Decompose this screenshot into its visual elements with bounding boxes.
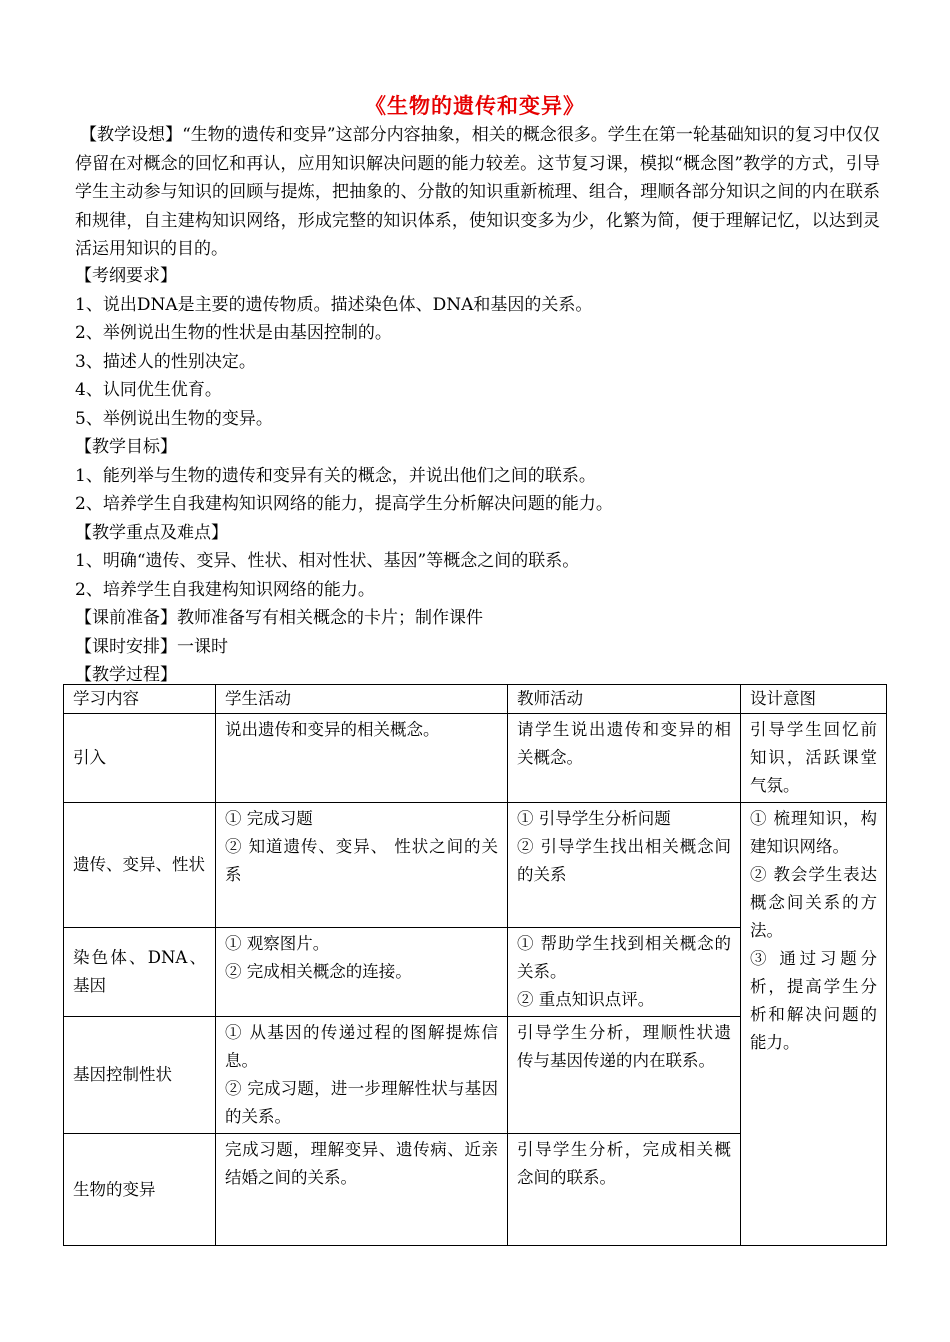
teaching-process-table — [63, 684, 887, 1246]
cell-line: ① 引导学生分析问题 — [517, 809, 671, 828]
cell-line: ① 梳理知识，构建知识网络。 — [750, 809, 877, 856]
document-title: 《生物的遗传和变异》 — [365, 94, 585, 118]
cell-teacher — [508, 928, 741, 1017]
cell-line: ② 引导学生找出相关概念间的关系 — [517, 837, 731, 884]
cell-design-merged — [741, 803, 887, 1246]
cell-teacher — [508, 803, 741, 928]
preparation-line: 【课前准备】教师准备写有相关概念的卡片；制作课件 — [75, 608, 483, 628]
cell-line: 引导学生分析，完成相关概念间的联系。 — [517, 1140, 731, 1187]
heading-goals: 【教学目标】 — [75, 437, 177, 457]
cell-line: ② 教会学生表达概念间关系的方法。 — [750, 865, 877, 940]
cell-content: 基因控制性状 — [64, 1017, 216, 1134]
cell-line: 引导学生回忆前知识，活跃课堂气氛。 — [750, 720, 877, 795]
key-point-item: 2、培养学生自我建构知识网络的能力。 — [75, 579, 375, 600]
cell-teacher — [508, 714, 741, 803]
table-row — [64, 803, 887, 928]
header-content: 学习内容 — [64, 685, 216, 714]
syllabus-item: 3、描述人的性别决定。 — [75, 351, 256, 372]
header-student-activity: 学生活动 — [216, 685, 508, 714]
cell-line: 完成习题，理解变异、遗传病、近亲结婚之间的关系。 — [225, 1140, 498, 1187]
cell-line: ① 完成习题 — [225, 809, 313, 828]
cell-student — [216, 1017, 508, 1134]
cell-student — [216, 1134, 508, 1246]
syllabus-item: 5、举例说出生物的变异。 — [75, 408, 273, 429]
goal-item: 2、培养学生自我建构知识网络的能力，提高学生分析解决问题的能力。 — [75, 494, 613, 514]
header-design-intent: 设计意图 — [741, 685, 887, 714]
syllabus-item: 1、说出DNA是主要的遗传物质。描述染色体、DNA和基因的关系。 — [75, 294, 593, 315]
cell-content: 遗传、变异、性状 — [64, 803, 216, 928]
teaching-idea-paragraph: 【教学设想】“生物的遗传和变异”这部分内容抽象，相关的概念很多。学生在第一轮基础知识的复习中仅仅停留在对概念的回忆和再认，应用知识解决问题的能力较差。这节复习课，模拟“概念图”教学的方式，引导学生主动参与知识的回顾与提炼，把抽象的、分散的知识重新梳理、组合，理顺各部分知识之间的内在联系和规律，自主建构知识网络，形成完整的知识体系，使知识变多为少，化繁为简，便于理解记忆，以达到灵活运用知识的目的。 — [75, 125, 880, 259]
cell-content: 生物的变异 — [64, 1134, 216, 1246]
cell-line: 引导学生分析，理顺性状遗传与基因传递的内在联系。 — [517, 1023, 731, 1070]
cell-student — [216, 928, 508, 1017]
outline-section — [75, 262, 880, 690]
cell-line: ③ 通过习题分析，提高学生分析和解决问题的能力。 — [750, 949, 877, 1052]
cell-design — [741, 714, 887, 803]
cell-line: ① 从基因的传递过程的图解提炼信息。 — [225, 1023, 498, 1070]
syllabus-item: 4、认同优生优育。 — [75, 380, 222, 400]
cell-line: ① 观察图片。 — [225, 934, 330, 953]
heading-process: 【教学过程】 — [75, 665, 177, 685]
cell-student — [216, 714, 508, 803]
goal-item: 1、能列举与生物的遗传和变异有关的概念，并说出他们之间的联系。 — [75, 465, 596, 486]
table-row — [64, 714, 887, 803]
schedule-line: 【课时安排】一课时 — [75, 636, 228, 657]
cell-content: 染色体、DNA、基因 — [64, 928, 216, 1017]
cell-line: ② 知道遗传、变异、 性状之间的关系 — [225, 837, 498, 884]
syllabus-item: 2、举例说出生物的性状是由基因控制的。 — [75, 323, 392, 343]
cell-content: 引入 — [64, 714, 216, 803]
heading-syllabus: 【考纲要求】 — [75, 266, 177, 286]
key-point-item: 1、明确“遗传、变异、性状、相对性状、基因”等概念之间的联系。 — [75, 551, 580, 571]
header-teacher-activity: 教师活动 — [508, 685, 741, 714]
cell-line: 说出遗传和变异的相关概念。 — [225, 720, 440, 739]
cell-teacher — [508, 1017, 741, 1134]
cell-student — [216, 803, 508, 928]
cell-line: ② 完成相关概念的连接。 — [225, 962, 412, 981]
cell-teacher — [508, 1134, 741, 1246]
cell-line: ① 帮助学生找到相关概念的关系。 — [517, 934, 731, 981]
table-header-row — [64, 685, 887, 714]
cell-line: 请学生说出遗传和变异的相关概念。 — [517, 720, 731, 767]
cell-line: ② 重点知识点评。 — [517, 990, 655, 1009]
heading-key-points: 【教学重点及难点】 — [75, 522, 228, 543]
cell-line: ② 完成习题，进一步理解性状与基因的关系。 — [225, 1079, 498, 1126]
